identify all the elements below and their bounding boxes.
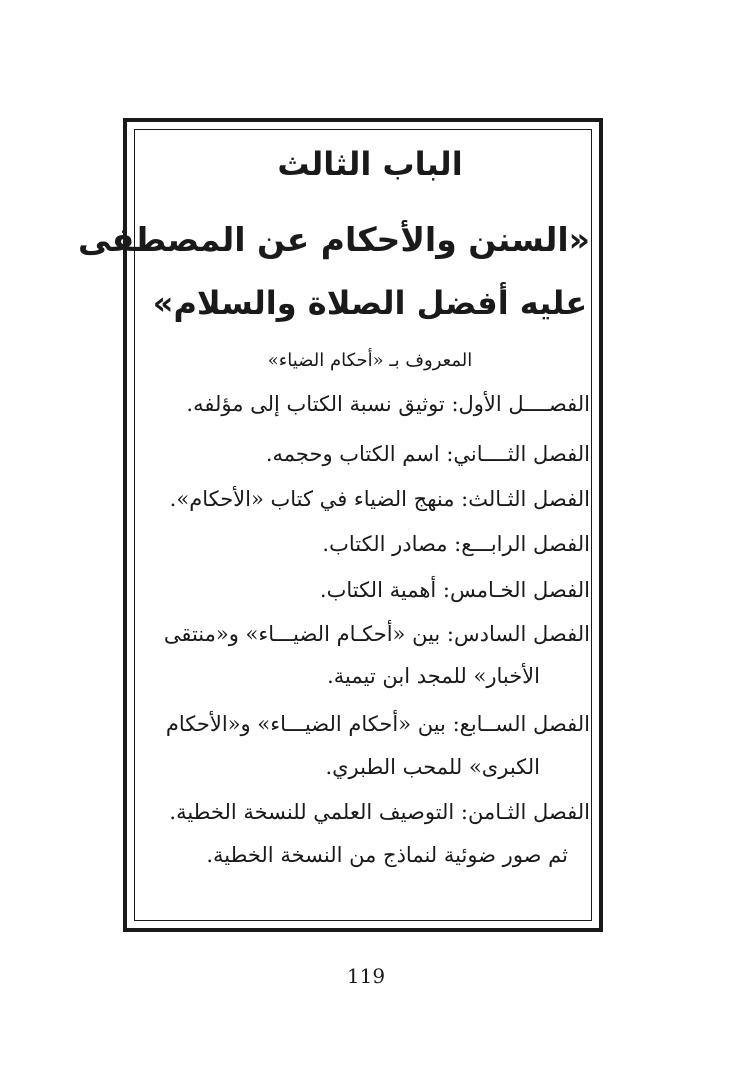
- chapter-6-continuation: الأخبار» للمجد ابن تيمية.: [327, 664, 540, 688]
- book-title-line-2: عليه أفضل الصلاة والسلام»: [152, 284, 588, 322]
- chapter-2: الفصل الثــــاني: اسم الكتاب وحجمه.: [265, 442, 590, 466]
- chapter-4: الفصل الرابـــع: مصادر الكتاب.: [322, 532, 590, 556]
- chapter-1: الفصــــل الأول: توثيق نسبة الكتاب إلى مؤلفه.: [186, 392, 590, 416]
- book-title-line-1: «السنن والأحكام عن المصطفى: [77, 220, 590, 259]
- chapter-6: الفصل السادس: بين «أحكـام الضيـــاء» و«منتقى: [163, 622, 590, 646]
- chapter-3: الفصل الثـالث: منهج الضياء في كتاب «الأحكام».: [169, 487, 590, 511]
- page-number: 119: [346, 964, 386, 988]
- chapter-7-continuation: الكبرى» للمحب الطبري.: [325, 755, 540, 779]
- chapter-5: الفصل الخـامس: أهمية الكتاب.: [319, 578, 590, 602]
- chapter-8: الفصل الثـامن: التوصيف العلمي للنسخة الخطية.: [169, 800, 590, 824]
- contents-block: [77, 0, 590, 1067]
- chapter-7: الفصل الســابع: بين «أحكام الضيـــاء» و«الأحكام: [165, 712, 590, 736]
- closing-note: ثم صور ضوئية لنماذج من النسخة الخطية.: [206, 843, 568, 867]
- known-as-subtitle: المعروف بـ «أحكام الضياء»: [267, 350, 473, 371]
- part-title: الباب الثالث: [277, 145, 463, 183]
